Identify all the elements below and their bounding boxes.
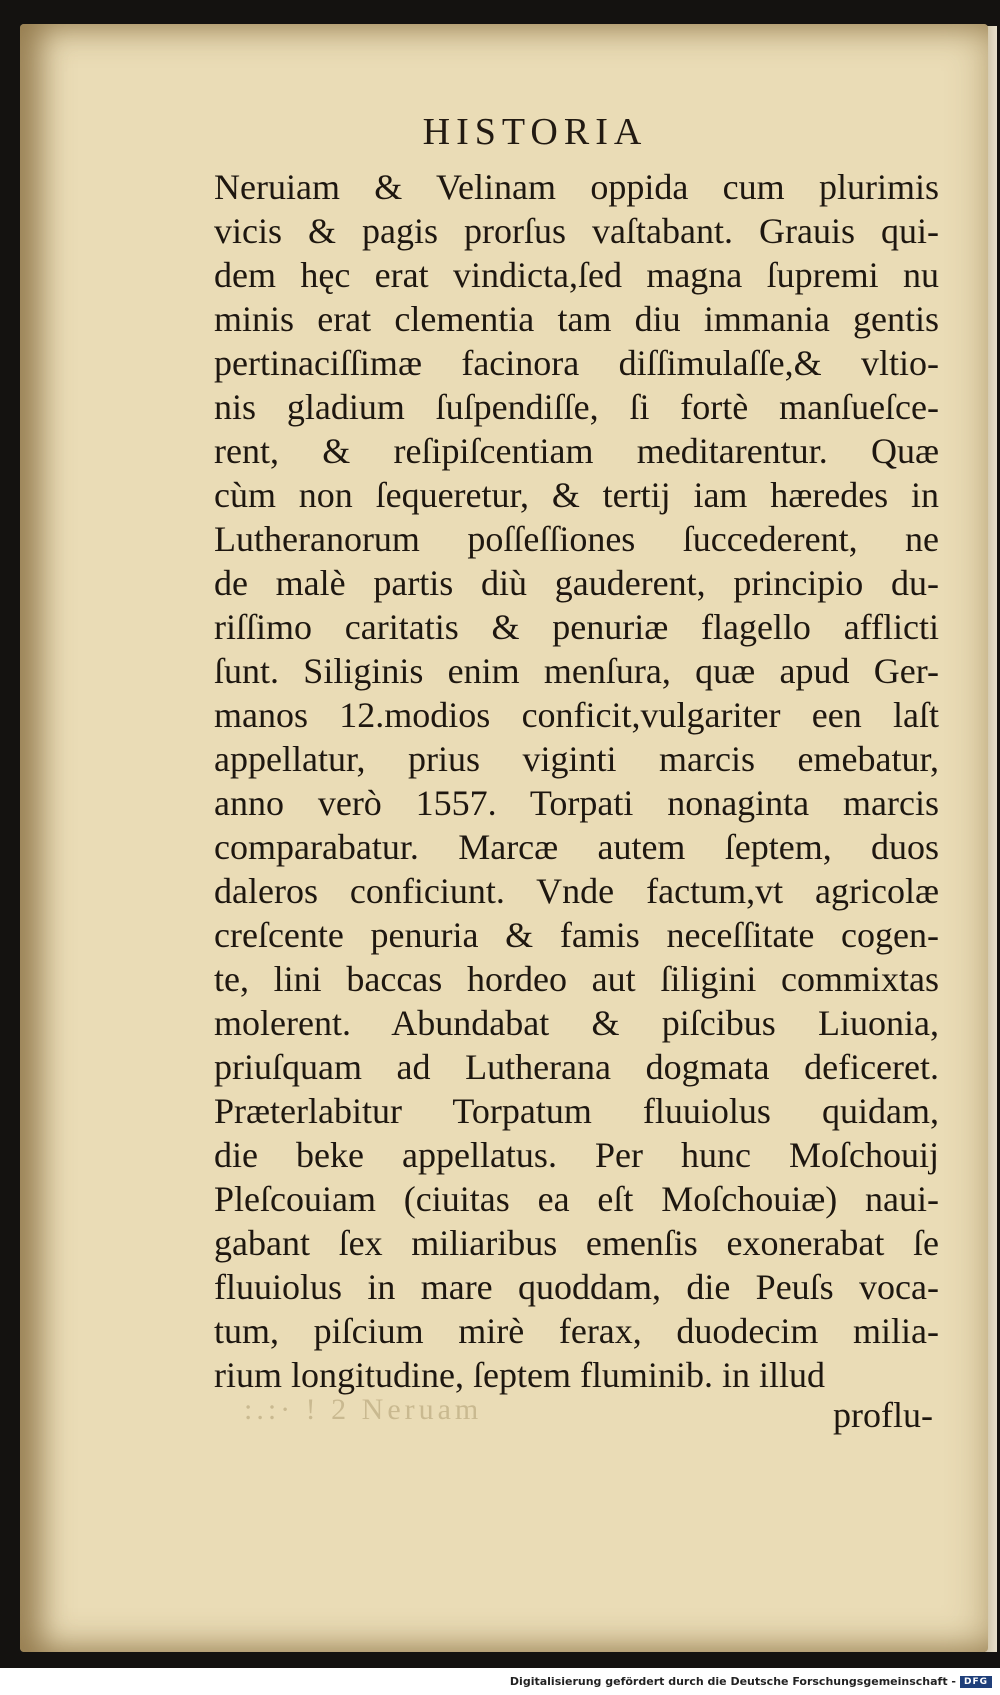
- text-line: priuſquam ad Lutherana dogmata deficeret.: [214, 1047, 939, 1087]
- text-line: Præterlabitur Torpatum fluuiolus quidam,: [214, 1091, 939, 1131]
- body-text: [214, 165, 939, 1397]
- text-line: molerent. Abundabat & piſcibus Liuonia,: [214, 1003, 939, 1043]
- text-line: manos 12.modios conficit,vulgariter een laſt: [214, 695, 939, 735]
- catchword: proflu-: [833, 1395, 933, 1435]
- text-line: pertinaciſſimæ facinora diſſimulaſſe,& vltio-: [214, 343, 939, 383]
- running-head: HISTORIA: [422, 111, 648, 153]
- credit-text: Digitalisierung gefördert durch die Deutsche Forschungsgemeinschaft -: [509, 1675, 956, 1688]
- bleed-through-text: :.:· ! 2 Neruam: [244, 1393, 483, 1426]
- text-line: vicis & pagis prorſus vaſtabant. Grauis qui-: [214, 211, 939, 251]
- text-line: riſſimo caritatis & penuriæ flagello afflicti: [214, 607, 939, 647]
- text-line: Lutheranorum poſſeſſiones ſuccederent, ne: [214, 519, 939, 559]
- text-line: rium longitudine, ſeptem fluminib. in illud: [214, 1355, 825, 1395]
- text-line: Pleſcouiam (ciuitas ea eſt Moſchouiæ) naui-: [214, 1179, 939, 1219]
- text-line: tum, piſcium mirè ferax, duodecim milia-: [214, 1311, 939, 1351]
- text-line: te, lini baccas hordeo aut ſiligini commixtas: [214, 959, 939, 999]
- text-line: creſcente penuria & famis neceſſitate cogen-: [214, 915, 939, 955]
- text-line: rent, & reſipiſcentiam meditarentur. Quæ: [214, 431, 939, 471]
- text-line: die beke appellatus. Per hunc Moſchouij: [214, 1135, 939, 1175]
- text-line: dem hęc erat vindicta,ſed magna ſupremi nu: [214, 255, 939, 295]
- text-line: comparabatur. Marcæ autem ſeptem, duos: [214, 827, 939, 867]
- text-line: minis erat clementia tam diu immania gentis: [214, 299, 939, 339]
- text-line: nis gladium ſuſpendiſſe, ſi fortè manſueſce-: [214, 387, 939, 427]
- dfg-logo: DFG: [960, 1676, 992, 1688]
- text-line: daleros conficiunt. Vnde factum,vt agricolæ: [214, 871, 939, 911]
- digitization-credit: [510, 1675, 992, 1688]
- text-line: gabant ſex miliaribus emenſis exonerabat ſe: [214, 1223, 939, 1263]
- text-line: appellatur, prius viginti marcis emebatur,: [214, 739, 939, 779]
- text-line: de malè partis diù gauderent, principio du-: [214, 563, 939, 603]
- text-line: cùm non ſequeretur, & tertij iam hæredes in: [214, 475, 939, 515]
- text-line: Neruiam & Velinam oppida cum plurimis: [214, 167, 939, 207]
- text-line: anno verò 1557. Torpati nonaginta marcis: [214, 783, 939, 823]
- text-line: fluuiolus in mare quoddam, die Peuſs voca-: [214, 1267, 939, 1307]
- text-line: ſunt. Siliginis enim menſura, quæ apud Ger-: [214, 651, 939, 691]
